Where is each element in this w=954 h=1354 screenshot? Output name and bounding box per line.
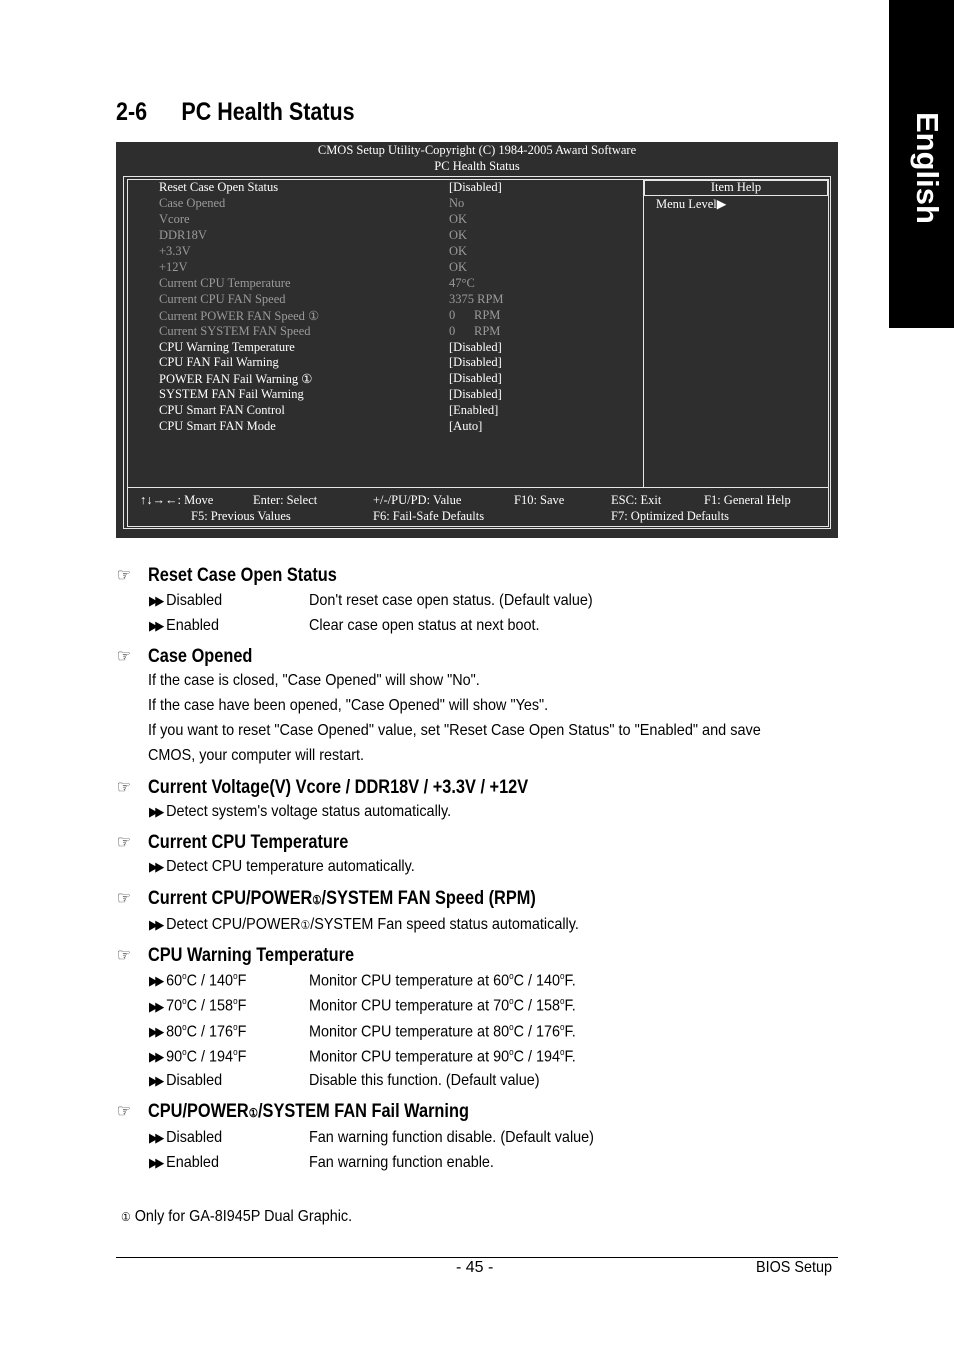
option-desc: Fan warning function disable. (Default value) (309, 1129, 594, 1146)
heading-fan-fail (117, 1101, 469, 1123)
bios-setting-value: No (449, 195, 465, 210)
key-previous: F5: Previous Values (191, 509, 291, 523)
detail-text-b: /SYSTEM Fan speed status automatically. (310, 916, 579, 933)
bios-setting-label: Current POWER FAN Speed ① (159, 308, 320, 323)
option-desc: Fan warning function enable. (309, 1154, 494, 1171)
paragraph-line: CMOS, your computer will restart. (148, 747, 365, 764)
bios-setting-row[interactable] (159, 340, 629, 356)
bios-setting-value: [Enabled] (449, 403, 499, 418)
bios-setting-row[interactable] (159, 387, 629, 403)
bios-setting-label: DDR18V (159, 227, 207, 242)
footnote-text: Only for GA-8I945P Dual Graphic. (134, 1208, 353, 1225)
hand-pointer-icon: ☞ (117, 646, 131, 666)
hand-pointer-icon: ☞ (117, 777, 131, 797)
double-arrow-icon: ▶▶ (149, 1049, 162, 1065)
item-help-title: Item Help (710, 180, 762, 194)
bios-setting-row[interactable] (159, 196, 629, 212)
option-key: ▶▶ 80$^o$C / 176$^o$F (149, 1021, 247, 1040)
double-arrow-icon: ▶▶ (149, 917, 162, 932)
heading-text: Current Voltage(V) Vcore / DDR18V / +3.3V / +12V (147, 777, 529, 798)
bios-header-title: PC Health Status (434, 159, 520, 173)
bios-setting-label: SYSTEM FAN Fail Warning (159, 387, 304, 402)
bios-setting-row[interactable] (159, 308, 629, 324)
footnote-mark-icon: ① (300, 918, 311, 932)
paragraph-line: If you want to reset "Case Opened" value, set "Reset Case Open Status" to "Enabled" and save (148, 722, 761, 739)
option-desc: Monitor CPU temperature at 70$^o$C / 158$^o$F. (309, 996, 576, 1015)
double-arrow-icon: ▶▶ (149, 618, 162, 633)
menu-level: Menu Level▶ (656, 197, 727, 211)
footnote-mark-icon: ① (121, 1210, 131, 1224)
bios-setting-value: OK (449, 259, 468, 274)
bios-setting-row[interactable] (159, 355, 629, 371)
bios-setting-label: POWER FAN Fail Warning ① (159, 372, 313, 387)
bios-setting-value: OK (449, 211, 468, 226)
key-enter: Enter: Select (253, 493, 318, 507)
bios-setting-label: +3.3V (159, 243, 191, 258)
double-arrow-icon: ▶▶ (149, 973, 162, 989)
heading-text-a: Current CPU/POWER (147, 888, 313, 909)
double-arrow-icon: ▶▶ (149, 1155, 162, 1170)
hand-pointer-icon: ☞ (117, 565, 131, 585)
bios-setting-value: [Disabled] (449, 180, 502, 194)
option-desc: Monitor CPU temperature at 90$^o$C / 194$^o$F. (309, 1046, 576, 1066)
heading-text: CPU Warning Temperature (147, 945, 355, 966)
heading-text: Reset Case Open Status (147, 565, 337, 586)
footer-chapter: BIOS Setup (756, 1259, 833, 1276)
bios-setting-label: +12V (159, 259, 188, 274)
bios-header-copyright: CMOS Setup Utility-Copyright (C) 1984-2005 Award Software (317, 143, 637, 157)
double-arrow-icon: ▶▶ (149, 859, 162, 874)
bios-setting-row[interactable] (159, 292, 629, 308)
bios-setting-value: [Disabled] (449, 339, 502, 354)
bios-setting-value: [Disabled] (449, 355, 502, 370)
bios-setting-label: Case Opened (159, 195, 226, 210)
bios-setting-value: [Disabled] (449, 387, 502, 402)
bios-setting-row[interactable] (159, 371, 629, 387)
bios-setting-row[interactable] (159, 244, 629, 260)
heading-text: Current CPU Temperature (147, 832, 349, 853)
paragraph-line: If the case have been opened, "Case Opened" will show "Yes". (148, 697, 549, 714)
option-key: Disabled (166, 1072, 223, 1089)
footer-rule (116, 1257, 838, 1258)
option-desc: Monitor CPU temperature at 80$^o$C / 176$^o$F. (309, 1021, 576, 1040)
option-desc: Disable this function. (Default value) (309, 1072, 540, 1089)
hand-pointer-icon: ☞ (117, 945, 131, 965)
bios-setting-row[interactable] (159, 419, 629, 435)
option-key: Enabled (166, 617, 219, 634)
bios-setting-value: OK (449, 243, 468, 258)
heading-case-opened (117, 646, 252, 668)
heading-text-a: CPU/POWER (147, 1101, 249, 1122)
option-key: Enabled (166, 1154, 219, 1171)
detail-text-a: Detect CPU/POWER (166, 916, 301, 933)
bios-setting-row[interactable] (159, 212, 629, 228)
bios-setting-row[interactable] (159, 180, 629, 196)
option-key: ▶▶ 70$^o$C / 158$^o$F (149, 996, 247, 1015)
double-arrow-icon: ▶▶ (149, 998, 162, 1014)
heading-voltage (117, 777, 528, 799)
hand-pointer-icon: ☞ (117, 1101, 131, 1121)
bios-setting-label: Reset Case Open Status (159, 180, 279, 194)
footnote (121, 1208, 352, 1226)
hand-pointer-icon: ☞ (117, 888, 131, 908)
bios-setting-label: CPU FAN Fail Warning (159, 355, 279, 370)
double-arrow-icon: ▶▶ (149, 1073, 162, 1088)
bios-setting-label: CPU Warning Temperature (159, 339, 295, 354)
bios-setting-row[interactable] (159, 403, 629, 419)
heading-text: Case Opened (147, 646, 253, 667)
double-arrow-icon: ▶▶ (149, 593, 162, 608)
key-save: F10: Save (514, 493, 565, 507)
key-optimized: F7: Optimized Defaults (611, 509, 730, 523)
bios-setting-row[interactable] (159, 228, 629, 244)
detail-line (149, 803, 451, 821)
footnote-mark-icon: ① (248, 1106, 258, 1120)
footnote-mark-icon: ① (312, 893, 322, 907)
bios-setting-value: 3375 RPM (449, 291, 504, 306)
bios-setting-row[interactable] (159, 324, 629, 340)
bios-setting-label: Current CPU FAN Speed (159, 291, 286, 306)
detail-text: Detect system's voltage status automatically. (166, 803, 452, 820)
detail-line (149, 858, 415, 876)
section-number: 2-6 (116, 98, 148, 126)
option-key: ▶▶ 90$^o$C / 194$^o$F (149, 1046, 247, 1066)
detail-text: Detect CPU temperature automatically. (166, 858, 415, 875)
page-title (116, 98, 355, 127)
heading-text-b: /SYSTEM FAN Fail Warning (257, 1101, 469, 1122)
language-tab (889, 0, 954, 328)
option-desc: Monitor CPU temperature at 60$^o$C / 140$^o$F. (309, 971, 576, 990)
bios-setting-label: CPU Smart FAN Control (159, 403, 285, 418)
bios-setting-row[interactable] (159, 260, 629, 276)
key-value: +/-/PU/PD: Value (373, 493, 462, 507)
hand-pointer-icon: ☞ (117, 832, 131, 852)
bios-setting-value: 47°C (449, 275, 475, 290)
language-tab-label: English (910, 112, 945, 224)
page-number: - 45 - (456, 1259, 494, 1276)
bios-setting-value: [Disabled] (449, 371, 502, 386)
bios-horizontal-divider (127, 487, 829, 488)
option-key: Disabled (166, 592, 223, 609)
option-key: Disabled (166, 1129, 223, 1146)
heading-fan-speed (117, 888, 536, 910)
bios-vertical-divider (643, 179, 644, 487)
bios-setting-row[interactable] (159, 276, 629, 292)
key-move: ↑↓→←: Move (140, 493, 214, 507)
bios-setting-value: OK (449, 227, 468, 242)
option-desc: Don't reset case open status. (Default value) (309, 592, 593, 609)
bios-setting-value: [Auto] (449, 419, 483, 434)
section-title: PC Health Status (181, 98, 355, 126)
double-arrow-icon: ▶▶ (149, 1023, 162, 1039)
bios-setting-label: Vcore (159, 211, 190, 226)
heading-cpu-temperature (117, 832, 348, 854)
paragraph-line: If the case is closed, "Case Opened" will show "No". (148, 672, 480, 689)
bios-setting-label: CPU Smart FAN Mode (159, 419, 276, 434)
heading-text-b: /SYSTEM FAN Speed (RPM) (321, 888, 536, 909)
bios-setting-value: 0 RPM (449, 307, 501, 322)
bios-setting-label: Current SYSTEM FAN Speed (159, 323, 311, 338)
bios-screen (116, 142, 838, 538)
bios-setting-value: 0 RPM (449, 323, 501, 338)
double-arrow-icon: ▶▶ (149, 1130, 162, 1145)
key-help: F1: General Help (704, 493, 791, 507)
option-desc: Clear case open status at next boot. (309, 617, 540, 634)
key-failsafe: F6: Fail-Safe Defaults (373, 509, 485, 523)
heading-reset-case (117, 565, 337, 587)
bios-setting-label: Current CPU Temperature (159, 275, 291, 290)
detail-line (149, 916, 579, 934)
option-key: ▶▶ 60$^o$C / 140$^o$F (149, 971, 247, 990)
key-exit: ESC: Exit (611, 493, 662, 507)
heading-cpu-warning (117, 945, 354, 967)
double-arrow-icon: ▶▶ (149, 804, 162, 819)
